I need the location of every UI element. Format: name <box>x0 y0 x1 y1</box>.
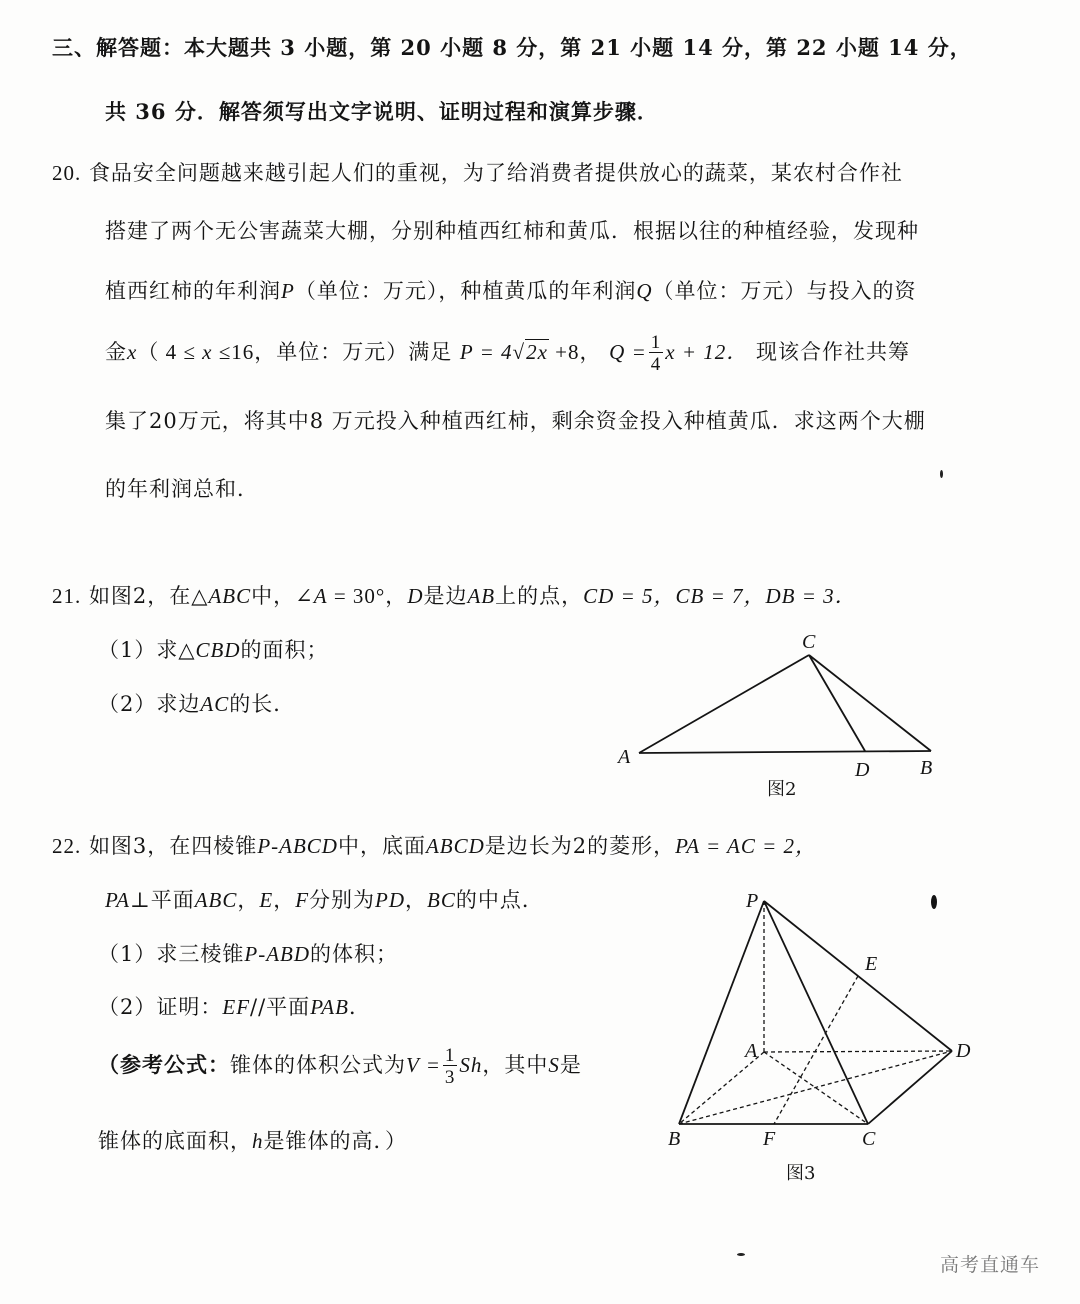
q20-line5: 集了20万元，将其中8 万元投入种植西红柿，剩余资金投入种植黄瓜．求这两个大棚 <box>105 409 926 433</box>
label-F: F <box>763 1128 776 1150</box>
edge-PC <box>764 901 868 1124</box>
q20-line4: 金x（ 4 ≤ x ≤16，单位：万元）满足 P = 4√2x +8， Q = $\frac{1}{4}$ x + 12． 现该合作社共筹 <box>105 332 910 375</box>
segment-AB <box>639 751 931 753</box>
q21-part2: （2）求边AC的长． <box>98 692 296 716</box>
scan-speck <box>940 470 943 478</box>
segment-EF-hidden <box>774 976 858 1124</box>
q21-part1: （1）求△CBD的面积； <box>98 638 329 662</box>
q20-line2: 搭建了两个无公害蔬菜大棚，分别种植西红柿和黄瓜．根据以往的种植经验，发现种 <box>105 219 919 243</box>
label-E: E <box>865 953 878 975</box>
q20-line3: 植西红柿的年利润P（单位：万元），种植黄瓜的年利润Q（单位：万元）与投入的资 <box>105 279 917 303</box>
q21-number: 21. <box>52 584 82 608</box>
q20-line1: 20. 食品安全问题越来越引起人们的重视，为了给消费者提供放心的蔬菜，某农村合作社 <box>52 161 903 185</box>
label-D: D <box>956 1040 971 1062</box>
figure-3-caption: 图3 <box>786 1163 816 1184</box>
q22-reference-formula: （参考公式：锥体的体积公式为V = $\frac{1}{3}$ Sh，其中S是 <box>98 1045 582 1088</box>
q22-reference-line2: 锥体的底面积，h是锥体的高．） <box>98 1129 407 1153</box>
q20-number: 20. <box>52 161 82 185</box>
q22-number: 22. <box>52 834 82 858</box>
figure-2-caption: 图2 <box>767 779 797 800</box>
figure-3-pyramid <box>650 880 1000 1190</box>
section-heading-line1: 三、解答题：本大题共 3 小题，第 20 小题 8 分，第 21 小题 14 分，第 22 小题 14 分， <box>52 35 972 60</box>
figure-2-triangle <box>600 620 960 810</box>
scan-speck <box>737 1253 745 1256</box>
label-A: A <box>745 1040 758 1062</box>
q22-stem: 22. 如图3，在四棱锥P-ABCD中，底面ABCD是边长为2的菱形，PA = AC = 2， <box>52 834 818 858</box>
q21-stem: 21. 如图2，在△ABC中，∠A = 30°，D是边AB上的点，CD = 5，CB = 7，DB = 3． <box>52 584 857 608</box>
label-P: P <box>746 890 759 912</box>
q22-line2: PA⊥平面ABC，E，F分别为PD，BC的中点． <box>105 888 544 912</box>
edge-AD-hidden <box>764 1051 952 1052</box>
section-heading-line2: 共 36 分．解答须写出文字说明、证明过程和演算步骤． <box>105 99 659 124</box>
sqrt-2x: √2x <box>512 340 548 364</box>
segment-AC <box>639 655 809 753</box>
label-B: B <box>668 1128 681 1150</box>
segment-CD <box>809 655 865 751</box>
label-C: C <box>862 1128 876 1150</box>
q22-part2: （2）证明：EF//平面PAB． <box>98 995 371 1019</box>
label-D: D <box>855 759 870 781</box>
scan-speck <box>931 895 937 909</box>
edge-PB <box>679 901 764 1124</box>
fraction-one-third: $\frac{1}{3}$ <box>444 1045 456 1088</box>
label-A: A <box>618 746 631 768</box>
segment-CB <box>809 655 931 751</box>
label-C: C <box>802 631 816 653</box>
watermark: 高考直通车 <box>940 1254 1041 1276</box>
q22-part1: （1）求三棱锥P-ABD的体积； <box>98 942 399 966</box>
q20-line6: 的年利润总和． <box>105 477 259 501</box>
formula-P: P = 4 <box>459 340 513 364</box>
label-B: B <box>920 757 933 779</box>
fraction-one-quarter: $\frac{1}{4}$ <box>650 332 662 375</box>
